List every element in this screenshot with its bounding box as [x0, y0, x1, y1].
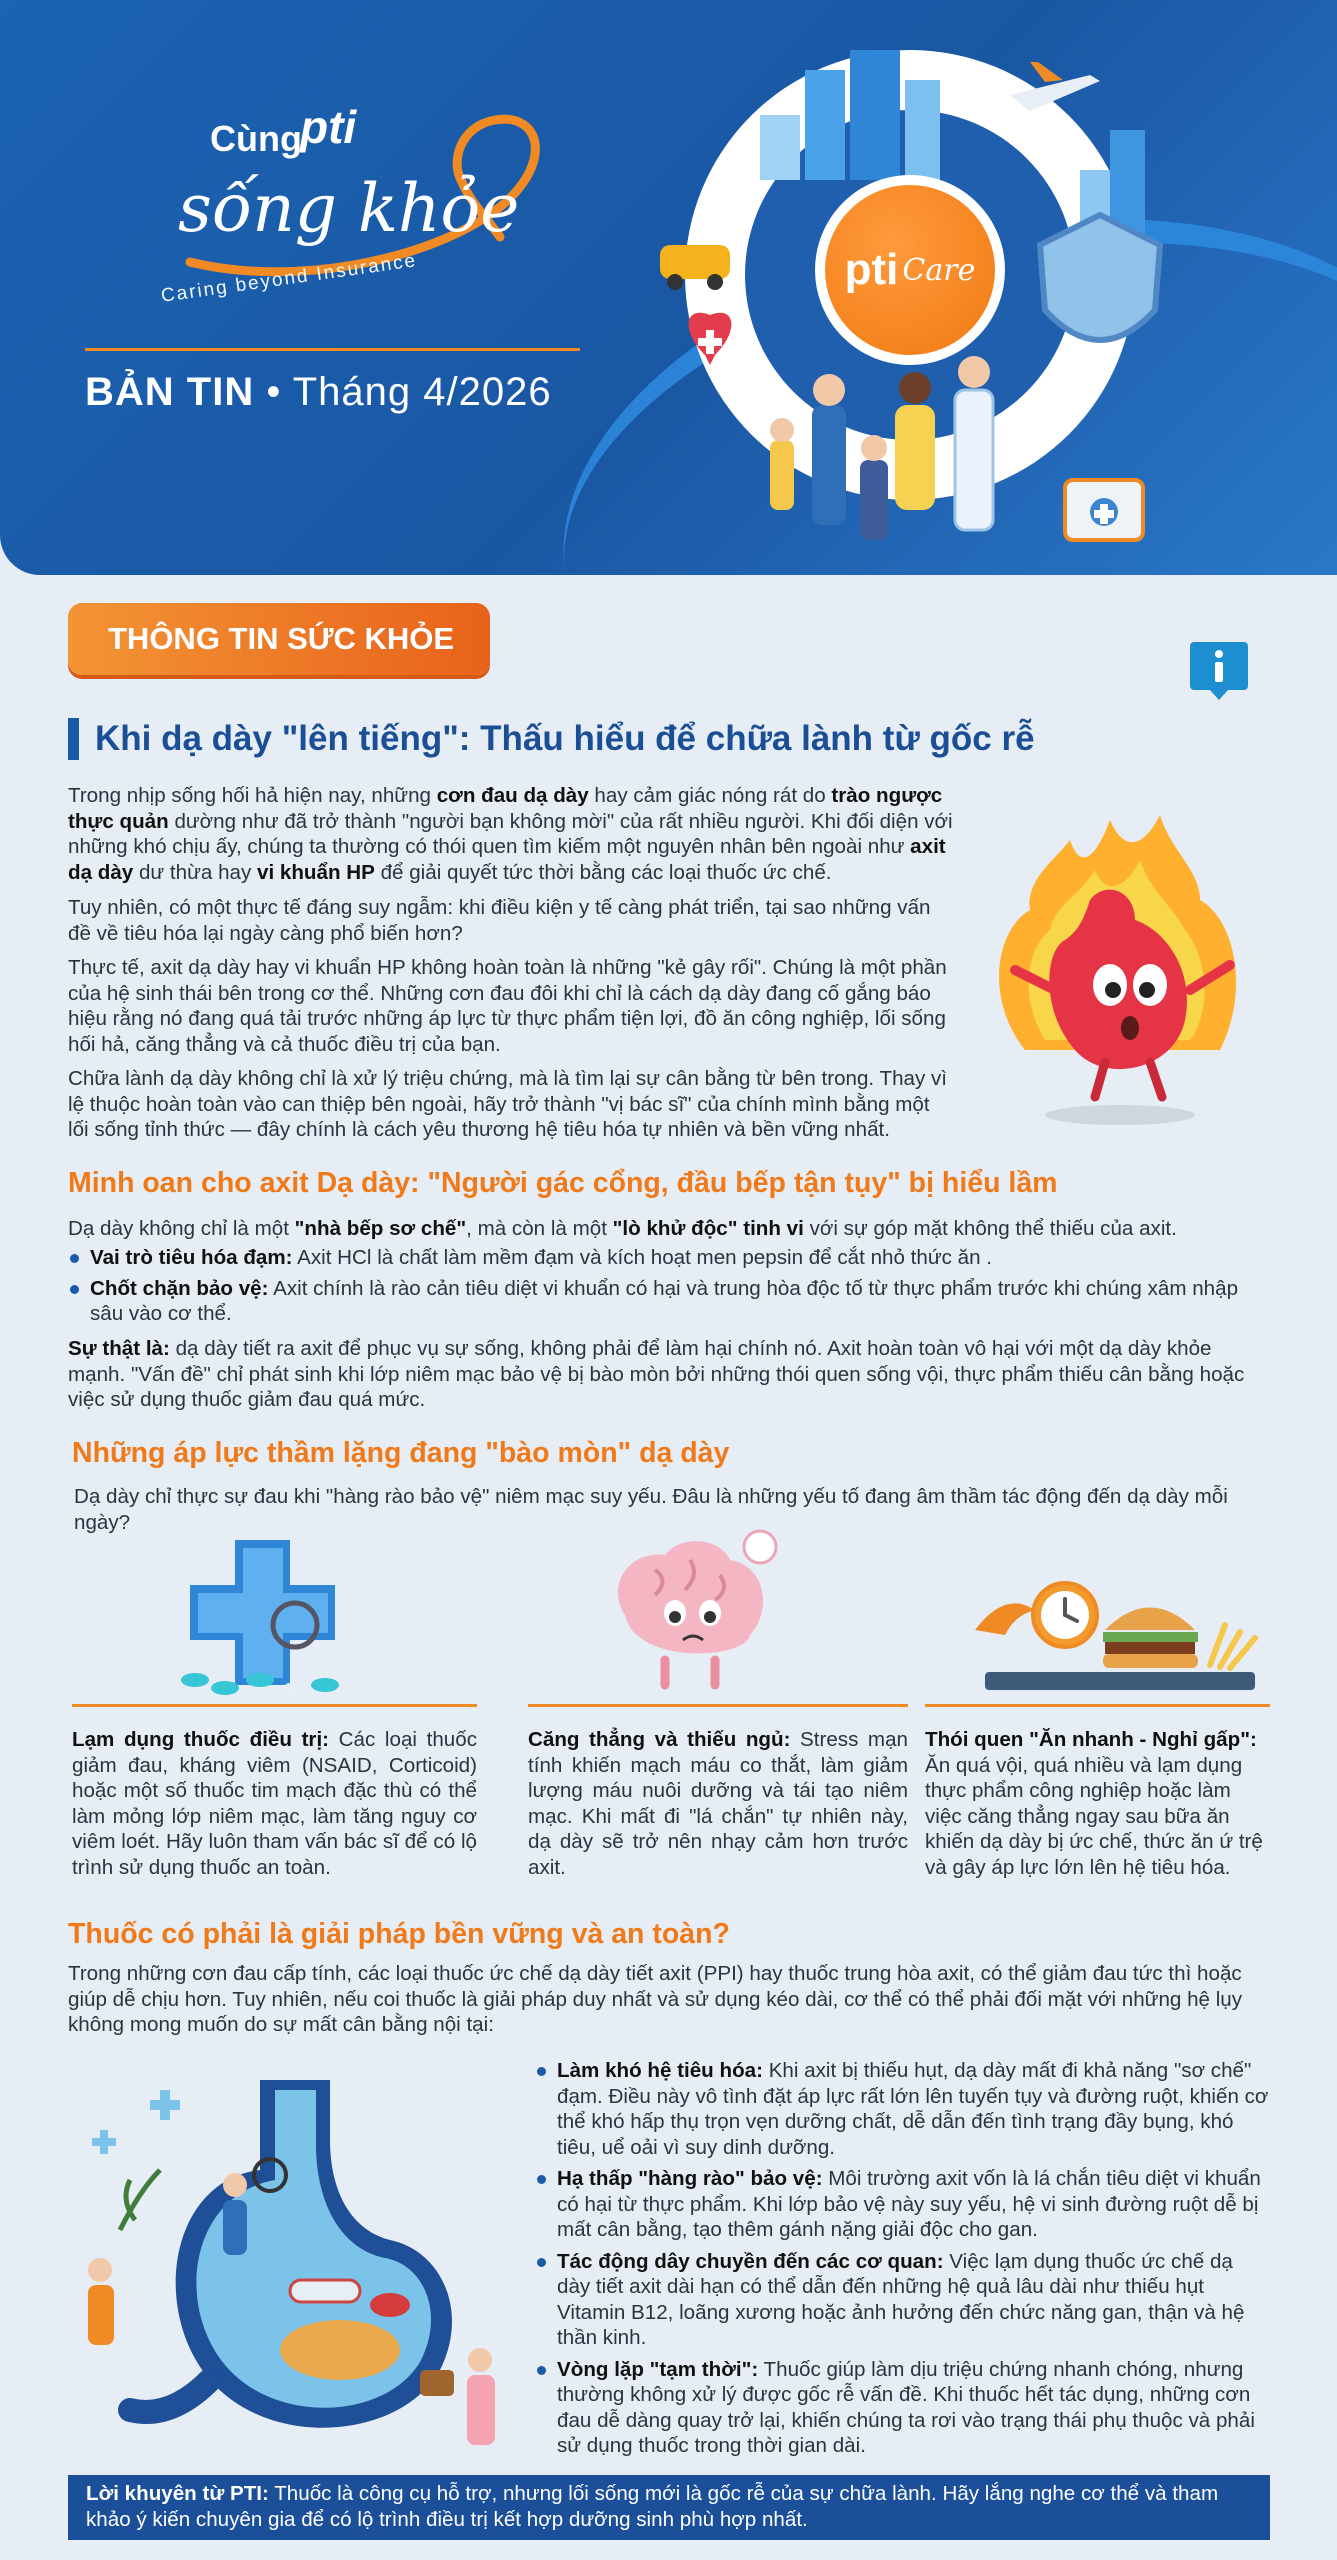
intro-text: để giải quyết tức thời bằng các loại thuốc ức chế. [374, 860, 832, 884]
column-divider [528, 1704, 908, 1707]
list-item [68, 1276, 1270, 1327]
list-item-label: Làm khó hệ tiêu hóa: [557, 2059, 763, 2082]
column-divider [72, 1704, 477, 1707]
acid-lead-bold: "nhà bếp sơ chế" [294, 1217, 467, 1240]
list-item [68, 1245, 1270, 1271]
pressure-column-3 [925, 1727, 1270, 1880]
list-item-text: Khi axit bị thiếu hụt, dạ dày mất đi khả năng "sơ chế" đạm. Điều này vô tình đặt áp lực rất lớn lên tuyến tụy và đường ruột, khiến cơ thể khó hấp thụ trọn vẹn dưỡng chất, dễ dẫn đến tình trạng đầy bụng, khó tiêu, uể oải vì suy dinh dưỡng. [557, 2059, 1269, 2159]
intro-paragraph-2: Tuy nhiên, có một thực tế đáng suy ngẫm: khi điều kiện y tế càng phát triển, tại sao những vấn đề về tiêu hóa lại ngày càng phổ biến hơn? [68, 896, 931, 945]
logo-pti: pti [300, 101, 357, 153]
list-item-text: Thuốc giúp làm dịu triệu chứng nhanh chóng, nhưng thường không xử lý được gốc rễ vấn đề. Khi thuốc hết tác dụng, những cơn đau dễ dàng quay trở lại, khiến chúng ta rơi vào trạng thái phụ thuộc và phải sử dụng thuốc trong thời gian dài. [557, 2357, 1255, 2457]
column-text: Stress mạn tính khiến mạch máu co thắt, làm giảm lượng máu nuôi dưỡng và tái tạo niêm mạc. Khi mất đi "lá chắn" tự nhiên này, dạ dày sẽ trở nên nhạy cảm hơn trước axit. [528, 1728, 908, 1879]
pressure-column-2 [528, 1727, 908, 1880]
intro-paragraph-1 [68, 783, 953, 885]
pressure-column-1 [72, 1727, 477, 1880]
acid-heading: Minh oan cho axit Dạ dày: "Người gác cổng, đầu bếp tận tụy" bị hiểu lầm [68, 1167, 1058, 1199]
header-banner [0, 0, 1337, 575]
column-label: Căng thẳng và thiếu ngủ: [528, 1728, 791, 1751]
acid-lead [68, 1216, 1268, 1242]
column-text: Ăn quá vội, quá nhiều và lạm dụng thực phẩm công nghiệp hoặc làm việc căng thẳng ngay sau bữa ăn khiến dạ dày bị ức chế, thức ăn ứ trệ và gây áp lực lớn lên hệ tiêu hóa. [925, 1753, 1263, 1879]
pticare-logo [815, 175, 1005, 365]
acid-lead-text: với sự góp mặt không thể thiếu của axit. [803, 1217, 1177, 1240]
intro-bold: trào ngược thực quản [68, 784, 943, 833]
list-item-text: Việc lạm dụng thuốc ức chế dạ dày tiết axit dài hạn có thể dẫn đến những hệ quả lâu dài như thiếu hụt Vitamin B12, loãng xương hoặc ảnh hưởng đến chức năng gan, thận và hệ thần kinh. [557, 2249, 1245, 2349]
intro-bold: axit dạ dày [68, 835, 946, 884]
intro-text: dư thừa hay [133, 860, 257, 884]
list-item [535, 2249, 1270, 2351]
bulletin-separator: • [254, 370, 293, 414]
pressure-lead: Dạ dày chỉ thực sự đau khi "hàng rào bảo vệ" niêm mạc suy yếu. Đâu là những yếu tố đang âm thầm tác động đến dạ dày mỗi ngày? [74, 1485, 1228, 1534]
list-item-text: Axit HCl là chất làm mềm đạm và kích hoạt men pepsin để cắt nhỏ thức ăn . [292, 1246, 992, 1269]
logo-tagline: Caring beyond Insurance [159, 250, 419, 307]
intro-bold: vi khuẩn HP [257, 860, 375, 884]
bulletin-month: Tháng 4/2026 [292, 370, 552, 414]
list-item [535, 2166, 1270, 2243]
advice-banner [68, 2475, 1270, 2540]
stomach-anatomy-illustration [60, 2070, 520, 2470]
advice-label: Lời khuyên từ PTI: [86, 2482, 269, 2505]
advice-text: Thuốc là công cụ hỗ trợ, nhưng lối sống mới là gốc rễ của sự chữa lành. Hãy lắng nghe cơ thể và tham khảo ý kiến chuyên gia để có lộ trình điều trị kết hợp dưỡng sinh phù hợp nhất. [86, 2482, 1219, 2531]
acid-lead-bold: "lò khử độc" tinh vi [612, 1217, 804, 1240]
intro-paragraph-3: Thực tế, axit dạ dày hay vi khuẩn HP không hoàn toàn là những "kẻ gây rối". Chúng là một phần của hệ sinh thái bên trong cơ thể. Những cơn đau đôi khi chỉ là cách dạ dày đang cố gắng báo hiệu rằng nó đang quá tải trước những áp lực từ thực phẩm tiện lợi, đồ ăn công nghiệp, lối sống hối hả, căng thẳng và cả thuốc điều trị của bạn. [68, 956, 947, 1056]
article-title: Khi dạ dày "lên tiếng": Thấu hiểu để chữa lành từ gốc rễ [68, 718, 1035, 760]
list-item-label: Vai trò tiêu hóa đạm: [90, 1246, 293, 1269]
stomach-mascot-illustration [985, 800, 1255, 1130]
column-text: Các loại thuốc giảm đau, kháng viêm (NSAID, Corticoid) hoặc một số thuốc tim mạch đặc thù có thể làm mỏng lớp niêm mạc, làm tăng nguy cơ viêm loét. Hãy luôn tham vấn bác sĩ để có lộ trình sử dụng thuốc an toàn. [72, 1728, 477, 1879]
intro-text: dường như đã trở thành "người bạn không mời" của rất nhiều người. Khi đối diện với những khó chịu ấy, chúng ta thường có thói quen tìm kiếm một nguyên nhân bên ngoài như [68, 809, 953, 858]
medicine-pills-illustration [165, 1530, 375, 1700]
list-item [535, 2058, 1270, 2160]
list-item-label: Chốt chặn bảo vệ: [90, 1276, 269, 1300]
acid-truth [68, 1336, 1270, 1413]
acid-lead-text: Dạ dày không chỉ là một [68, 1217, 295, 1240]
bulletin-label: BẢN TIN [85, 370, 255, 414]
list-item-text: Môi trường axit vốn là lá chắn tiêu diệt vi khuẩn có hại từ thực phẩm. Khi lớp bảo vệ này suy yếu, hệ vi sinh đường ruột dễ bị mất cân bằng, tạo thêm gánh nặng giải độc cho gan. [557, 2167, 1261, 2241]
acid-list [68, 1245, 1270, 1327]
list-item-label: Hạ thấp "hàng rào" bảo vệ: [557, 2167, 823, 2190]
bulletin-title [85, 370, 552, 415]
list-item [535, 2357, 1270, 2459]
section-badge: THÔNG TIN SỨC KHỎE [68, 603, 490, 675]
pressure-heading: Những áp lực thầm lặng đang "bào mòn" dạ dày [72, 1437, 730, 1469]
stressed-brain-illustration [595, 1525, 785, 1700]
pticare-brand: pti [844, 245, 899, 294]
info-icon [1188, 640, 1250, 702]
fast-food-illustration [965, 1570, 1265, 1700]
header-divider [85, 348, 580, 351]
list-item-label: Tác động dây chuyền đến các cơ quan: [557, 2249, 944, 2273]
medicine-lead: Trong những cơn đau cấp tính, các loại thuốc ức chế dạ dày tiết axit (PPI) hay thuốc trung hòa axit, có thể giảm đau tức thì hoặc giúp dễ chịu hơn. Tuy nhiên, nếu coi thuốc là giải pháp duy nhất và sử dụng kéo dài, cơ thể có thể phải đối mặt với những hệ lụy không mong muốn do sự mất cân bằng nội tại: [68, 1962, 1243, 2036]
acid-truth-label: Sự thật là: [68, 1337, 170, 1360]
acid-truth-text: dạ dày tiết ra axit để phục vụ sự sống, không phải để làm hại chính nó. Axit hoàn toàn vô hại với một dạ dày khỏe mạnh. "Vấn đề" chỉ phát sinh khi lớp niêm mạc bảo vệ bị bào mòn bởi những thói quen sống vội, thực phẩm thiếu cân bằng hoặc việc sử dụng thuốc giảm đau quá mức. [68, 1337, 1245, 1411]
column-divider [925, 1704, 1270, 1707]
acid-lead-text: , mà còn là một [466, 1217, 613, 1240]
pticare-suffix: Care [902, 252, 976, 288]
intro-bold: cơn đau dạ dày [436, 784, 589, 807]
logo-cung: Cùng [210, 118, 302, 159]
list-item-label: Vòng lặp "tạm thời": [557, 2357, 759, 2381]
column-label: Thói quen "Ăn nhanh - Nghỉ gấp": [925, 1728, 1257, 1751]
medicine-heading: Thuốc có phải là giải pháp bền vững và an toàn? [68, 1918, 730, 1950]
intro-text: hay cảm giác nóng rát do [588, 784, 832, 807]
list-item-text: Axit chính là rào cản tiêu diệt vi khuẩn có hại và trung hòa độc tố từ thực phẩm trước khi chúng xâm nhập sâu vào cơ thể. [90, 1276, 1239, 1325]
logo-song-khoe: sống khỏe [178, 170, 520, 247]
intro-paragraph-4: Chữa lành dạ dày không chỉ là xử lý triệu chứng, mà là tìm lại sự cân bằng từ bên trong. Thay vì lệ thuộc hoàn toàn vào can thiệp bên ngoài, hãy trở thành "vị bác sĩ" của chính mình bằng một lối sống tỉnh thức — đây chính là cách yêu thương hệ tiêu hóa tự nhiên và bền vững nhất. [68, 1067, 948, 1141]
medicine-list [535, 2058, 1270, 2459]
column-label: Lạm dụng thuốc điều trị: [72, 1728, 330, 1751]
intro-text: Trong nhịp sống hối hả hiện nay, những [68, 784, 437, 807]
